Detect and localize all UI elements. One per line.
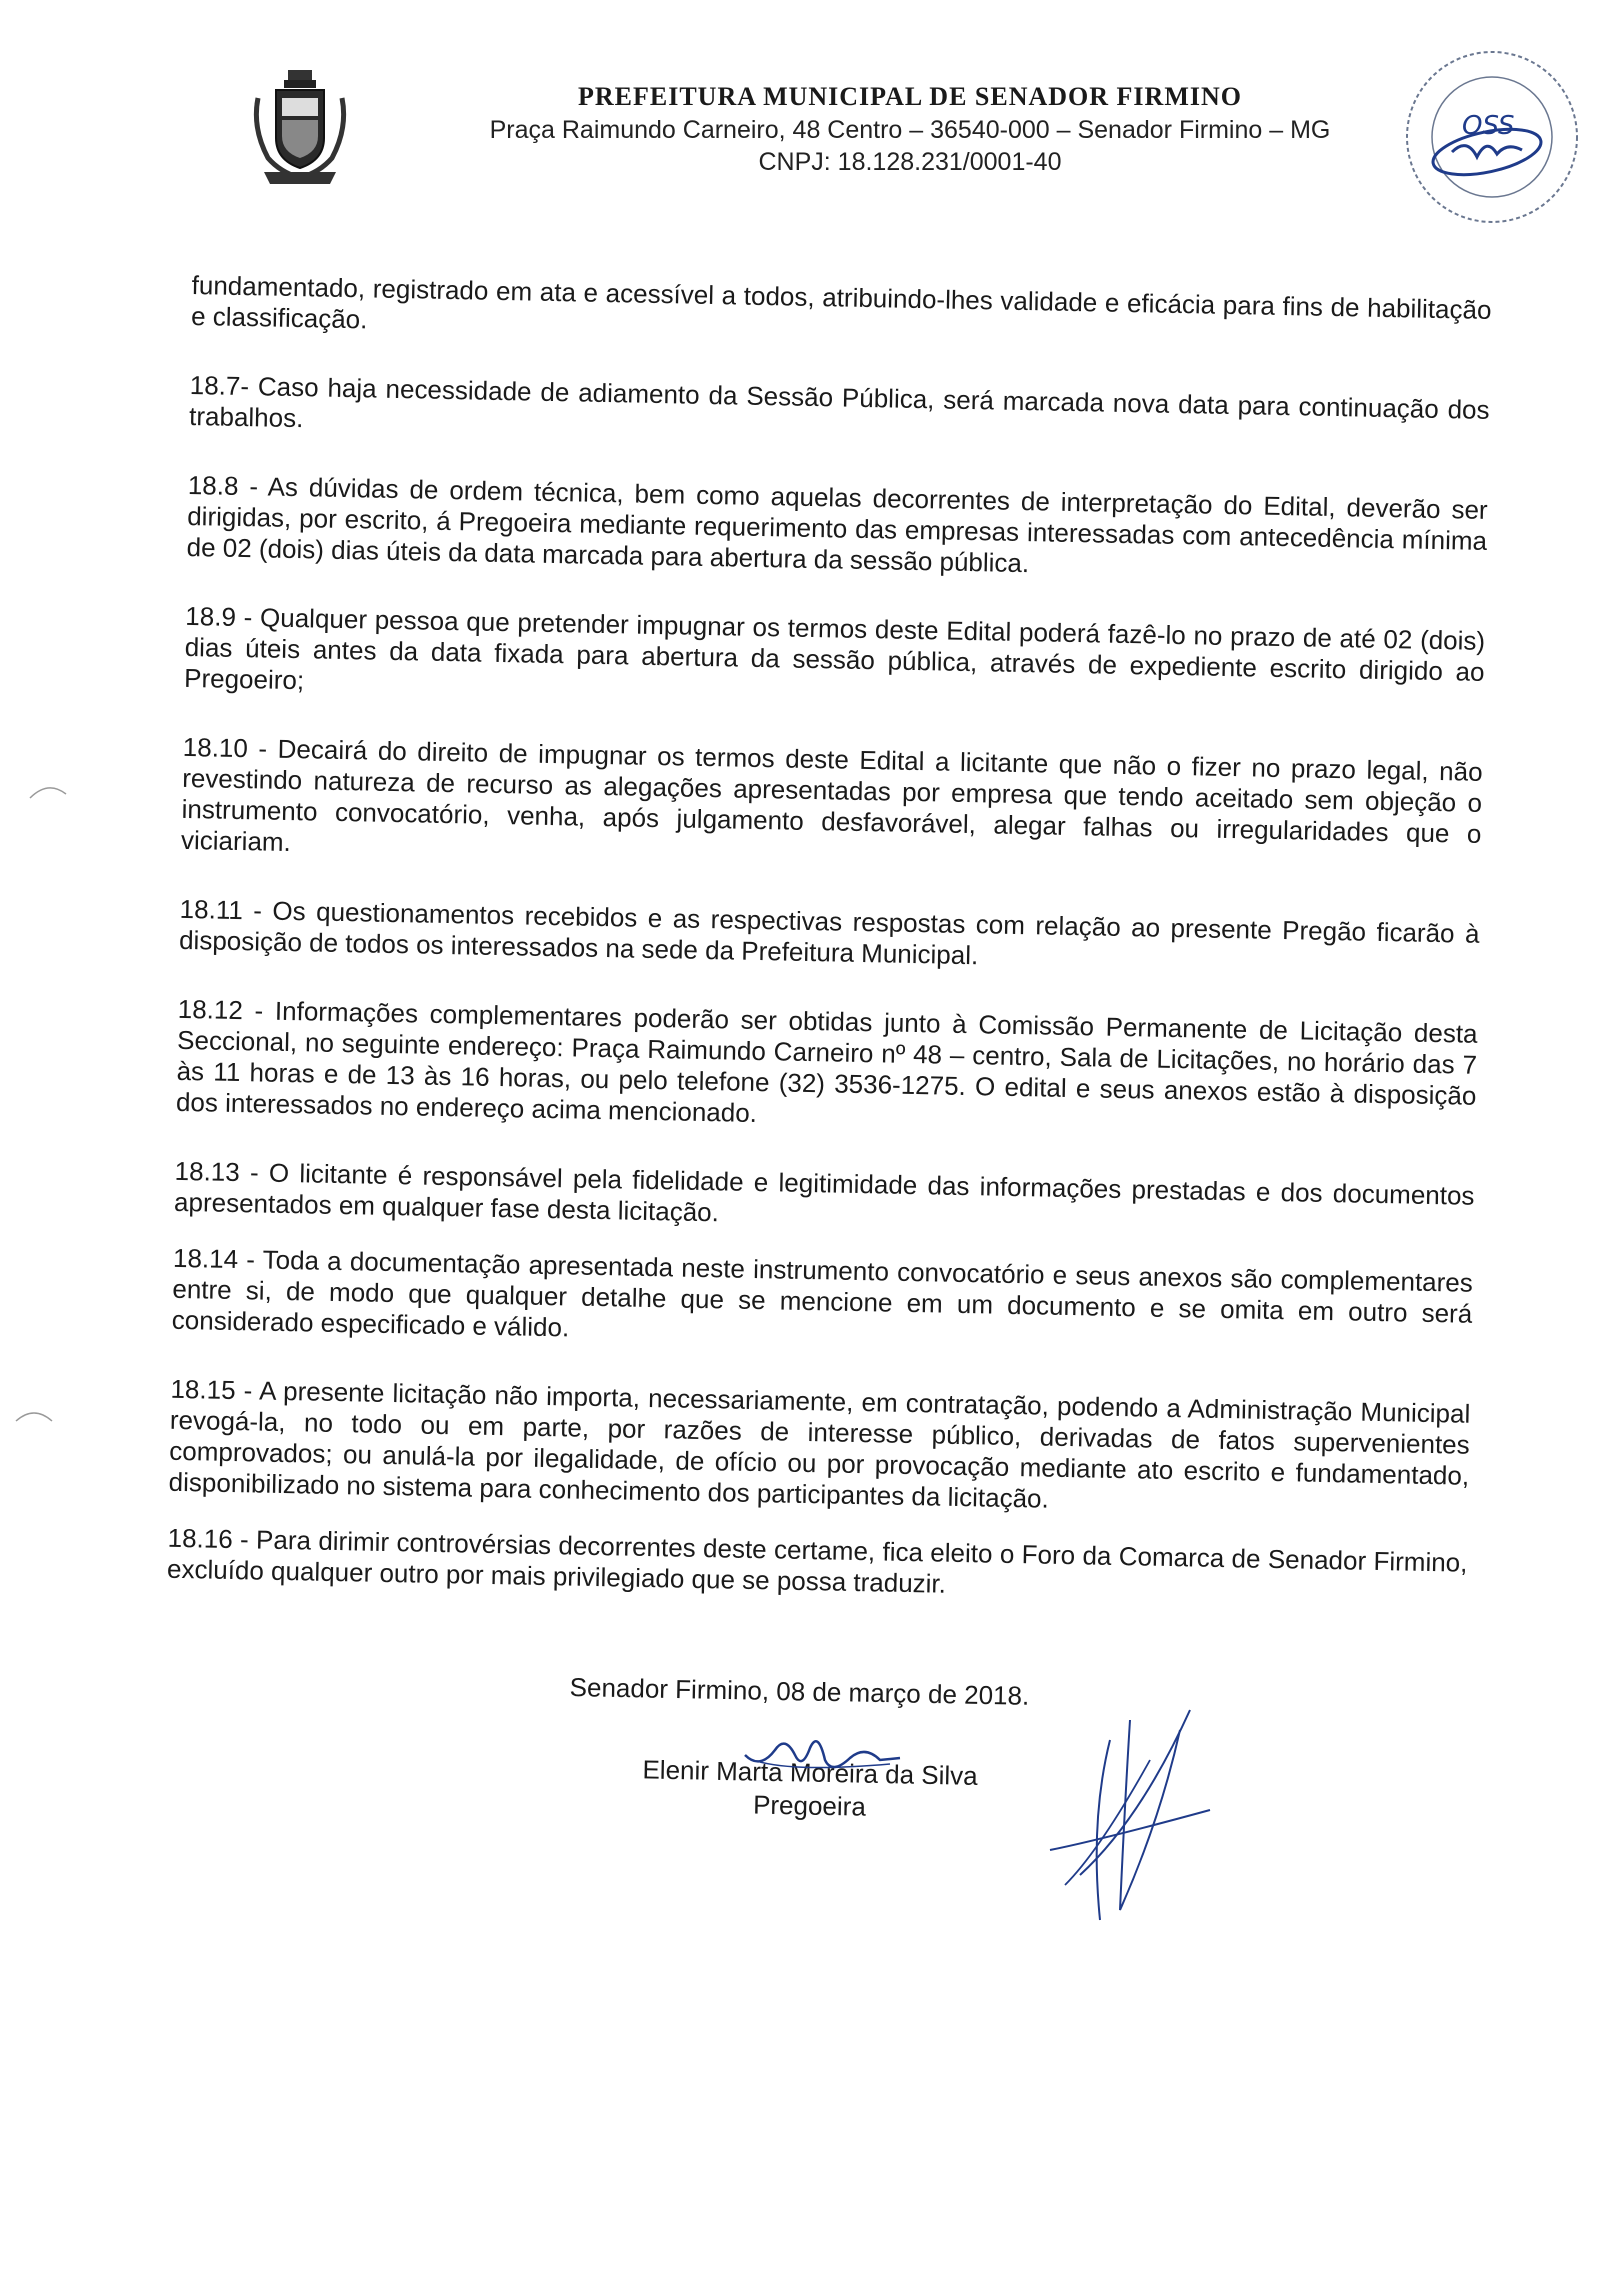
paragraph-18-16: 18.16 - Para dirimir controvérsias decorrentes deste certame, fica eleito o Foro da Comarca de Senador Firmino, excluído qualquer outro por mais privilegiado que se possa traduzir. xyxy=(166,1522,1468,1599)
paragraph-18-14: 18.14 - Toda a documentação apresentada neste instrumento convocatório e seus anexos são complementares entre si, de modo que qualquer detalhe que se mencione em um documento e se omita em outro será considerado especificado e válido. xyxy=(171,1242,1474,1343)
signer-name: Elenir Marta Moreira da Silva xyxy=(642,1754,978,1791)
commission-stamp xyxy=(1392,42,1592,232)
closing-block xyxy=(569,1672,1089,1822)
paragraph-18-13: 18.13 - O licitante é responsável pela fidelidade e legitimidade das informações prestadas e dos documentos apresentados em qualquer fase desta licitação. xyxy=(173,1155,1475,1228)
org-name: PREFEITURA MUNICIPAL DE SENADOR FIRMINO xyxy=(577,82,1242,111)
paragraph-18-10: 18.10 - Decairá do direito de impugnar os termos deste Edital a licitante que não o fizer no prazo legal, não revestindo natureza de recurso as alegações apresentadas por empresa que tendo aceitado sem objeção o instrumento convocatório, venha, após julgamento desfavorável, alegar falhas ou irregularidades que o viciariam. xyxy=(180,731,1483,857)
hole-punch-mark xyxy=(28,780,68,800)
paragraph-continuation: fundamentado, registrado em ata e acessível a todos, atribuindo-lhes validade e eficácia para fins de habilitação e classificação. xyxy=(190,270,1492,335)
document-body xyxy=(166,270,1492,1648)
municipal-crest-icon xyxy=(250,68,350,188)
paragraph-18-7: 18.7- Caso haja necessidade de adiamento da Sessão Pública, será marcada nova data para continuação dos trabalhos. xyxy=(188,369,1490,434)
paragraph-18-9: 18.9 - Qualquer pessoa que pretender impugnar os termos deste Edital poderá fazê-lo no prazo de até 02 (dois) dias úteis antes da data fixada para abertura da sessão pública, através de expediente escrito dirigido ao Pregoeiro; xyxy=(183,600,1486,696)
closing-date: Senador Firmino, 08 de março de 2018. xyxy=(569,1672,1030,1711)
paragraph-18-11: 18.11 - Os questionamentos recebidos e as respectivas respostas com relação ao presente Pregão ficarão à disposição de todos os interessados na sede da Prefeitura Municipal. xyxy=(178,893,1480,971)
authority-signature xyxy=(1040,1700,1220,1930)
stamp-initials: OSS xyxy=(1462,111,1515,141)
pregoeira-signature xyxy=(740,1720,920,1780)
letterhead xyxy=(420,80,1400,178)
paragraph-18-8: 18.8 - As dúvidas de ordem técnica, bem como aquelas decorrentes de interpretação do Edital, deverão ser dirigidas, por escrito, á Pregoeira mediante requerimento das empresas interessadas com antecedência mínima de 02 (dois) dias úteis da data marcada para abertura da sessão pública. xyxy=(186,469,1488,579)
org-cnpj: CNPJ: 18.128.231/0001-40 xyxy=(758,148,1062,176)
paragraph-18-12: 18.12 - Informações complementares poderão ser obtidas junto à Comissão Permanente de Licitação desta Seccional, no seguinte endereço: Praça Raimundo Carneiro nº 48 – centro, Sala de Licitações, no horário das 7 às 11 horas e de 13 às 16 horas, ou pelo telefone (32) 3536-1275. O edital e seus anexos estão à disposição dos interessados no endereço acima mencionado. xyxy=(175,993,1478,1128)
signer-role: Pregoeira xyxy=(752,1789,867,1822)
org-address: Praça Raimundo Carneiro, 48 Centro – 36540-000 – Senador Firmino – MG xyxy=(489,116,1331,144)
paragraph-18-15: 18.15 - A presente licitação não importa, necessariamente, em contratação, podendo a Administração Municipal revogá-la, no todo ou em parte, por razões de interesse público, derivadas de fatos supervenientes comprovados; ou anulá-la por ilegalidade, de ofício ou por provocação mediante ato escrito e fundamentado, disponibilizado no sistema para conhecimento dos participantes da licitação. xyxy=(168,1373,1471,1514)
hole-punch-mark xyxy=(14,1405,54,1425)
